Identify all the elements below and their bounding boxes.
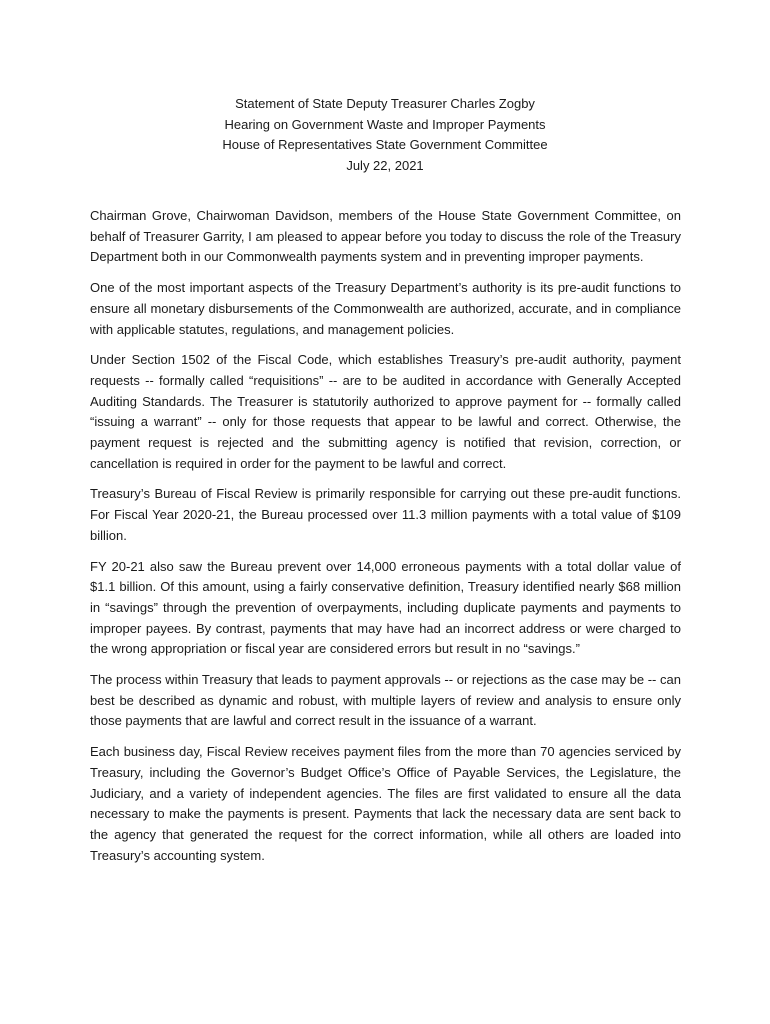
- statement-header: [90, 94, 680, 176]
- paragraph-daily-files: Each business day, Fiscal Review receives payment files from the more than 70 agencies serviced by Treasury, including the Governor’s Budget Office’s Office of Payable Services, the Legislature, the Judiciary, and a variety of independent agencies. The files are first validated to ensure all the data necessary to make the payments is present. Payments that lack the necessary data are sent back to the agency that generated the request for the correct information, while all others are loaded into Treasury’s accounting system.: [90, 744, 681, 863]
- statement-body: [90, 206, 681, 876]
- paragraph-fiscal-code: Under Section 1502 of the Fiscal Code, which establishes Treasury’s pre-audit authority, payment requests -- formally called “requisitions” -- are to be audited in accordance with Generally Accepted Auditing Standards. The Treasurer is statutorily authorized to approve payment for -- formally called “issuing a warrant” -- only for those requests that appear to be lawful and correct. Otherwise, the payment request is rejected and the submitting agency is notified that revision, correction, or cancellation is required in order for the payment to be lawful and correct.: [90, 352, 681, 471]
- statement-title: Statement of State Deputy Treasurer Charles Zogby: [235, 96, 535, 111]
- paragraph-erroneous-payments: FY 20-21 also saw the Bureau prevent over 14,000 erroneous payments with a total dollar value of $1.1 billion. Of this amount, using a fairly conservative definition, Treasury identified nearly $68 million in “savings” through the prevention of overpayments, including duplicate payments and payments to improper payees. By contrast, payments that may have had an incorrect address or were charged to the wrong appropriation or fiscal year are considered errors but result in no “savings.”: [90, 558, 681, 657]
- hearing-title: Hearing on Government Waste and Improper Payments: [224, 116, 546, 132]
- paragraph-bureau-fiscal-review: Treasury’s Bureau of Fiscal Review is primarily responsible for carrying out these pre-audit functions. For Fiscal Year 2020-21, the Bureau processed over 11.3 million payments with a total value of $109 billion.: [90, 486, 681, 543]
- paragraph-process: The process within Treasury that leads to payment approvals -- or rejections as the case may be -- can best be described as dynamic and robust, with multiple layers of review and analysis to ensure only those payments that are lawful and correct result in the issuance of a warrant.: [90, 672, 681, 729]
- committee-name: House of Representatives State Government Committee: [222, 137, 548, 152]
- paragraph-pre-audit-authority: One of the most important aspects of the Treasury Department’s authority is its pre-audit functions to ensure all monetary disbursements of the Commonwealth are authorized, accurate, and in compliance with applicable statutes, regulations, and management policies.: [90, 280, 681, 337]
- statement-date: July 22, 2021: [346, 157, 424, 173]
- paragraph-intro: Chairman Grove, Chairwoman Davidson, members of the House State Government Committee, on behalf of Treasurer Garrity, I am pleased to appear before you today to discuss the role of the Treasury Department both in our Commonwealth payments system and in preventing improper payments.: [90, 208, 681, 265]
